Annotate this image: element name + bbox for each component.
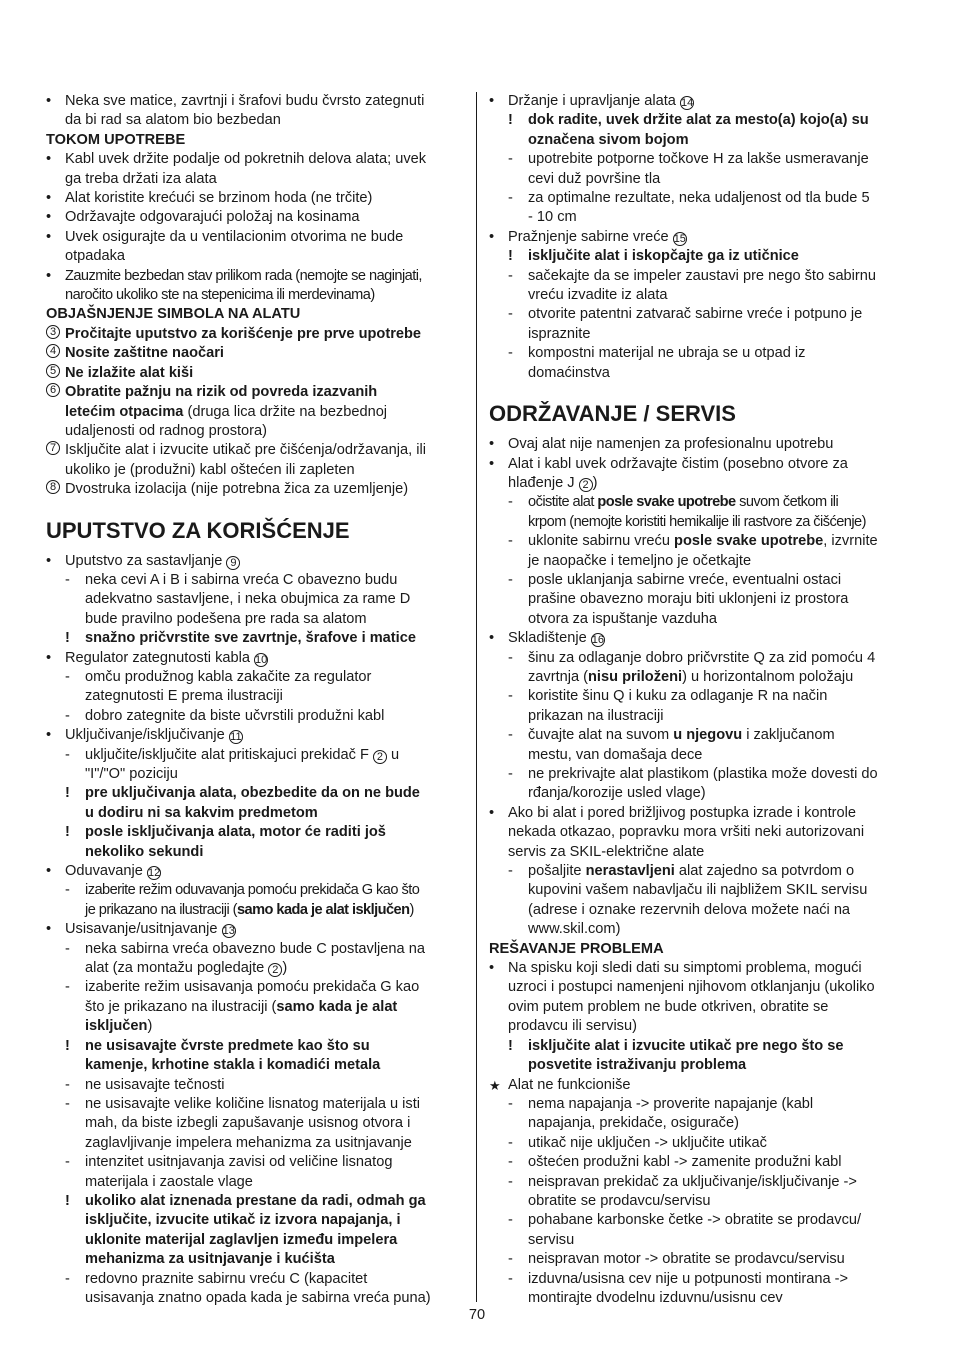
text-line: - koristite šinu Q i kuku za odlaganje R na način <box>489 687 911 706</box>
text-line: alat (za montažu pogledajte 2 ) <box>85 960 288 977</box>
text-line: ispraznite <box>528 325 591 342</box>
circled-number-icon: 3 <box>46 325 60 339</box>
text-line: mah, da biste izbegli zapušavanje usisnog otvora i <box>85 1115 411 1132</box>
text-line: - upotrebite potporne točkove H za lakše usmeravanje <box>489 150 911 169</box>
circled-number-icon: 2 <box>373 750 387 764</box>
text-line: servis za SKIL-električne alate <box>508 843 705 860</box>
warning-line: u dodiru ni sa kakvim predmetom <box>85 804 318 821</box>
warning-line: ! isključite alat i izvucite utikač pre nego što se <box>489 1037 911 1056</box>
symbol-item: 3 Pročitajte uputstvo za korišćenje pre prve upotrebe <box>46 325 462 344</box>
text-line: • Držanje i upravljanje alata 14 <box>489 92 911 111</box>
text-line: - dobro zategnite da biste učvrstili produžni kabl <box>46 707 462 726</box>
circled-number-icon: 8 <box>46 480 60 494</box>
left-column <box>46 92 462 1308</box>
text-line: domaćinstva <box>528 364 610 381</box>
text-line: ukoliko je (produžni) kabl oštećen ili zapleten <box>65 461 355 478</box>
text-line: zategnutosti E prema ilustraciji <box>85 688 283 705</box>
text-line: - čuvajte alat na suvom u njegovu i zaključanom <box>489 726 911 745</box>
text-line: - za optimalne rezultate, neka udaljenost od tla bude 5 <box>489 189 911 208</box>
text-line: - uklonite sabirnu vreću posle svake upotrebe, izvrnite <box>489 532 911 551</box>
text-line: • Oduvavanje 12 <box>46 862 462 881</box>
text-line: - neka cevi A i B i sabirna vreća C obavezno budu <box>46 571 462 590</box>
section-heading-resavanje: REŠAVANJE PROBLEMA <box>489 940 664 957</box>
text-line: cevi duž površine tla <box>528 170 661 187</box>
text-line: vreću izvadite iz alata <box>528 287 668 304</box>
text-line: usisavanja znatno opada kada je sabirna vreća puna) <box>85 1289 431 1306</box>
warning-line: posvetite istraživanju problema <box>528 1057 747 1074</box>
warning-line: ! ne usisavajte čvrste predmete kao što su <box>46 1037 462 1056</box>
text-line: - ne prekrivajte alat plastikom (plastika može dovesti do <box>489 765 911 784</box>
circled-number-icon: 9 <box>226 556 240 570</box>
text-line: otvora za ispuštanje vazduha <box>528 610 718 627</box>
section-heading-tokom: TOKOM UPOTREBE <box>46 131 186 148</box>
text-line: udaljenosti od radnog prostora) <box>65 422 268 439</box>
text-line: ovim putem problem ne bude otkriven, obratite se <box>508 998 829 1015</box>
warning-line: ! isključite alat i iskopčajte ga iz utičnice <box>489 247 911 266</box>
text-line: - omču produžnog kabla zakačite za regulator <box>46 668 462 687</box>
circled-number-icon: 5 <box>46 364 60 378</box>
circled-number-icon: 13 <box>222 925 235 938</box>
text-line: • Alat i kabl uvek održavajte čistim (posebno otvore za <box>489 455 911 474</box>
circled-number-icon: 2 <box>579 478 593 492</box>
warning-line: ! snažno pričvrstite sve zavrtnje, šrafove i matice <box>46 629 462 648</box>
circled-number-icon: 4 <box>46 344 60 358</box>
text-line: kupovini vašem nabavljaču ili najbližem SKIL servisu <box>528 882 868 899</box>
text-line: krpom (nemojte koristiti hemikalije ili rastvore za čišćenje) <box>528 513 866 530</box>
text-line: - redovno praznite sabirnu vreću C (kapacitet <box>46 1270 462 1289</box>
text-line: - neka sabirna vreća obavezno bude C postavljena na <box>46 940 462 959</box>
circled-number-icon: 10 <box>255 653 268 666</box>
warning-line: ! posle isključivanja alata, motor će raditi još <box>46 823 462 842</box>
text-line: prodavcu ili servisu) <box>508 1018 637 1035</box>
text-line: • Regulator zategnutosti kabla 10 <box>46 649 462 668</box>
problem-heading: ★ Alat ne funkcioniše <box>489 1076 911 1095</box>
circled-number-icon: 11 <box>230 731 242 744</box>
section-title-odrzavanje: ODRŽAVANJE / SERVIS <box>489 401 736 427</box>
text-line: adekvatno sastavljene, i neka obujmica za rame D <box>85 591 411 608</box>
text-line: obratite se prodavcu/servisu <box>528 1192 711 1209</box>
text-line: otpadaka <box>65 248 126 265</box>
warning-line: kamenje, krhotine stakla i komadići metala <box>85 1057 381 1074</box>
text-line: - ne usisavajte tečnosti <box>46 1076 462 1095</box>
text-line: nekada otkazao, popravku mora vršiti neki autorizovani <box>508 824 865 841</box>
text-line: mestu, van domašaja dece <box>528 746 703 763</box>
symbol-item: 5 Ne izlažite alat kiši <box>46 364 462 383</box>
right-column <box>489 92 911 1308</box>
text-line: zavrtnja (nisu priloženi) u horizontalnom položaju <box>528 668 854 685</box>
text-line: • Ovaj alat nije namenjen za profesionalnu upotrebu <box>489 435 911 454</box>
text-line: - izduvna/usisna cev nije u potpunosti montirana -> <box>489 1270 911 1289</box>
text-line: - neispravan prekidač za uključivanje/isključivanje -> <box>489 1173 911 1192</box>
warning-line: mehanizma za usitnjavanje i kućišta <box>85 1251 335 1268</box>
symbol-item: 7 Isključite alat i izvucite utikač pre čišćenja/održavanja, ili <box>46 441 462 460</box>
circled-number-icon: 14 <box>680 97 694 109</box>
text-line: • Održavajte odgovarajući položaj na kosinama <box>46 208 462 227</box>
text-line: montirajte dvodelnu izduvnu/usisnu cev <box>528 1289 783 1306</box>
text-line: • Uvek osigurajte da u ventilacionim otvorima ne bude <box>46 228 462 247</box>
text-line: (adrese i oznake rezervnih delova možete naći na <box>528 901 851 918</box>
text-line: - intenzitet usitnjavanja zavisi od veličine lisnatog <box>46 1153 462 1172</box>
text-line: rđanja/korozije usled vlage) <box>528 785 706 802</box>
text-line: uzroci i postupci namenjeni njihovom otklanjanju (ukoliko <box>508 979 875 996</box>
text-line: - oštećen produžni kabl -> zamenite produžni kabl <box>489 1153 911 1172</box>
text-line: - posle uklanjanja sabirne vreće, eventualni ostaci <box>489 571 911 590</box>
warning-line: nekoliko sekundi <box>85 843 204 860</box>
text-line: - kompostni materijal ne ubraja se u otpad iz <box>489 344 911 363</box>
text-line: • Pražnjenje sabirne vreće 15 <box>489 228 911 247</box>
warning-line: ! pre uključivanja alata, obezbedite da on ne bude <box>46 784 462 803</box>
text-line: • Alat koristite krećući se brzinom hoda (ne trčite) <box>46 189 462 208</box>
text-line: - utikač nije uključen -> uključite utikač <box>489 1134 911 1153</box>
text-line: - izaberite režim oduvavanja pomoću prekidača G kao što <box>46 881 462 900</box>
circled-number-icon: 15 <box>673 232 686 245</box>
circled-number-icon: 7 <box>46 441 60 455</box>
symbol-item: 4 Nosite zaštitne naočari <box>46 344 462 363</box>
text-line: - otvorite patentni zatvarač sabirne vreće i potpuno je <box>489 305 911 324</box>
text-line: - nema napajanja -> proverite napajanje (kabl <box>489 1095 911 1114</box>
text-line: isključen) <box>85 1018 153 1035</box>
text-line: • Na spisku koji sledi dati su simptomi problema, mogući <box>489 959 911 978</box>
text-line: što je prikazano na ilustraciji (samo kada je alat <box>85 998 398 1015</box>
text-line: - izaberite režim usisavanja pomoću prekidača G kao <box>46 978 462 997</box>
page-number: 70 <box>468 1307 486 1323</box>
symbol-item: 8 Dvostruka izolacija (nije potrebna žica za uzemljenje) <box>46 480 462 499</box>
text-line: naročito ukoliko ste na stepenicima ili merdevinama) <box>65 287 375 304</box>
text-line: prašine obavezno moraju biti uklonjeni iz prostora <box>528 591 849 608</box>
text-line: - uključite/isključite alat pritiskajuci prekidač F 2 u <box>46 746 462 765</box>
text-line: bude pravilno podešena pre rada sa alatom <box>85 610 367 627</box>
text-line: • Ako bi alat i pored brižljivog postupka izrade i kontrole <box>489 804 911 823</box>
text-line: • Kabl uvek držite podalje od pokretnih delova alata; uvek <box>46 150 462 169</box>
warning-line: uklonite materijal zaglavljen između impelera <box>85 1231 398 1248</box>
circled-number-icon: 6 <box>46 383 60 397</box>
text-line: hlađenje J 2 ) <box>508 474 598 491</box>
section-heading-symbols: OBJAŠNJENJE SIMBOLA NA ALATU <box>46 306 301 323</box>
text-line: servisu <box>528 1231 575 1248</box>
text-line: - pošaljite nerastavljeni alat zajedno sa potvrdom o <box>489 862 911 881</box>
warning-line: označena sivom bojom <box>528 131 689 148</box>
text-line: - sačekajte da se impeler zaustavi pre nego što sabirnu <box>489 267 911 286</box>
text-line: • Skladištenje 16 <box>489 629 911 648</box>
circled-number-icon: 2 <box>268 963 282 977</box>
text-line: da bi rad sa alatom bio bezbedan <box>65 112 281 129</box>
warning-line: ! ukoliko alat iznenada prestane da radi, odmah ga <box>46 1192 462 1211</box>
text-line: • Usisavanje/usitnjavanje 13 <box>46 920 462 939</box>
text-line: napajanja, prekidače, osigurače) <box>528 1115 739 1132</box>
section-title-uputstvo: UPUTSTVO ZA KORIŠĆENJE <box>46 517 350 543</box>
text-line: • Uključivanje/isključivanje 11 <box>46 726 462 745</box>
text-line: je naopačke i temeljno je očetkajte <box>528 552 752 569</box>
circled-number-icon: 12 <box>147 867 161 880</box>
text-line: www.skil.com) <box>528 921 621 938</box>
text-line: materijala i zaostale vlage <box>85 1173 253 1190</box>
text-line: - ne usisavajte velike količine lisnatog materijala u isti <box>46 1095 462 1114</box>
column-divider <box>476 92 477 1302</box>
text-line: - neispravan motor -> obratite se prodavcu/servisu <box>489 1250 911 1269</box>
circled-number-icon: 16 <box>591 634 605 647</box>
text-line: ga treba držati iza alata <box>65 170 217 187</box>
symbol-item: 6 Obratite pažnju na rizik od povreda izazvanih <box>46 383 462 402</box>
text-line: zaglavljivanje impelera mehanizma za usitnjavanje <box>85 1134 412 1151</box>
text-line: prikazan na ilustraciji <box>528 707 664 724</box>
text-line: je prikazano na ilustraciji (samo kada je alat isključen) <box>85 901 414 918</box>
text-line: • Zauzmite bezbedan stav prilikom rada (nemojte se naginjati, <box>46 267 462 286</box>
text-line: - očistite alat posle svake upotrebe suvom četkom ili <box>489 493 911 512</box>
text-line: • Neka sve matice, zavrtnji i šrafovi budu čvrsto zategnuti <box>46 92 462 111</box>
text-line: - šinu za odlaganje dobro pričvrstite Q za zid pomoću 4 <box>489 649 911 668</box>
text-line: "I"/"O" poziciju <box>85 766 178 782</box>
text-line: letećim otpacima (druga lica držite na bezbednoj <box>65 403 388 420</box>
text-line: - pohabane karbonske četke -> obratite se prodavcu/ <box>489 1211 911 1230</box>
text-line: • Uputstvo za sastavljanje 9 <box>46 552 462 571</box>
warning-line: ! dok radite, uvek držite alat za mesto(a) kojo(a) su <box>489 111 911 130</box>
text-line: - 10 cm <box>528 209 577 226</box>
warning-line: isključite, izvucite utikač iz izvora napajanja, i <box>85 1212 401 1229</box>
